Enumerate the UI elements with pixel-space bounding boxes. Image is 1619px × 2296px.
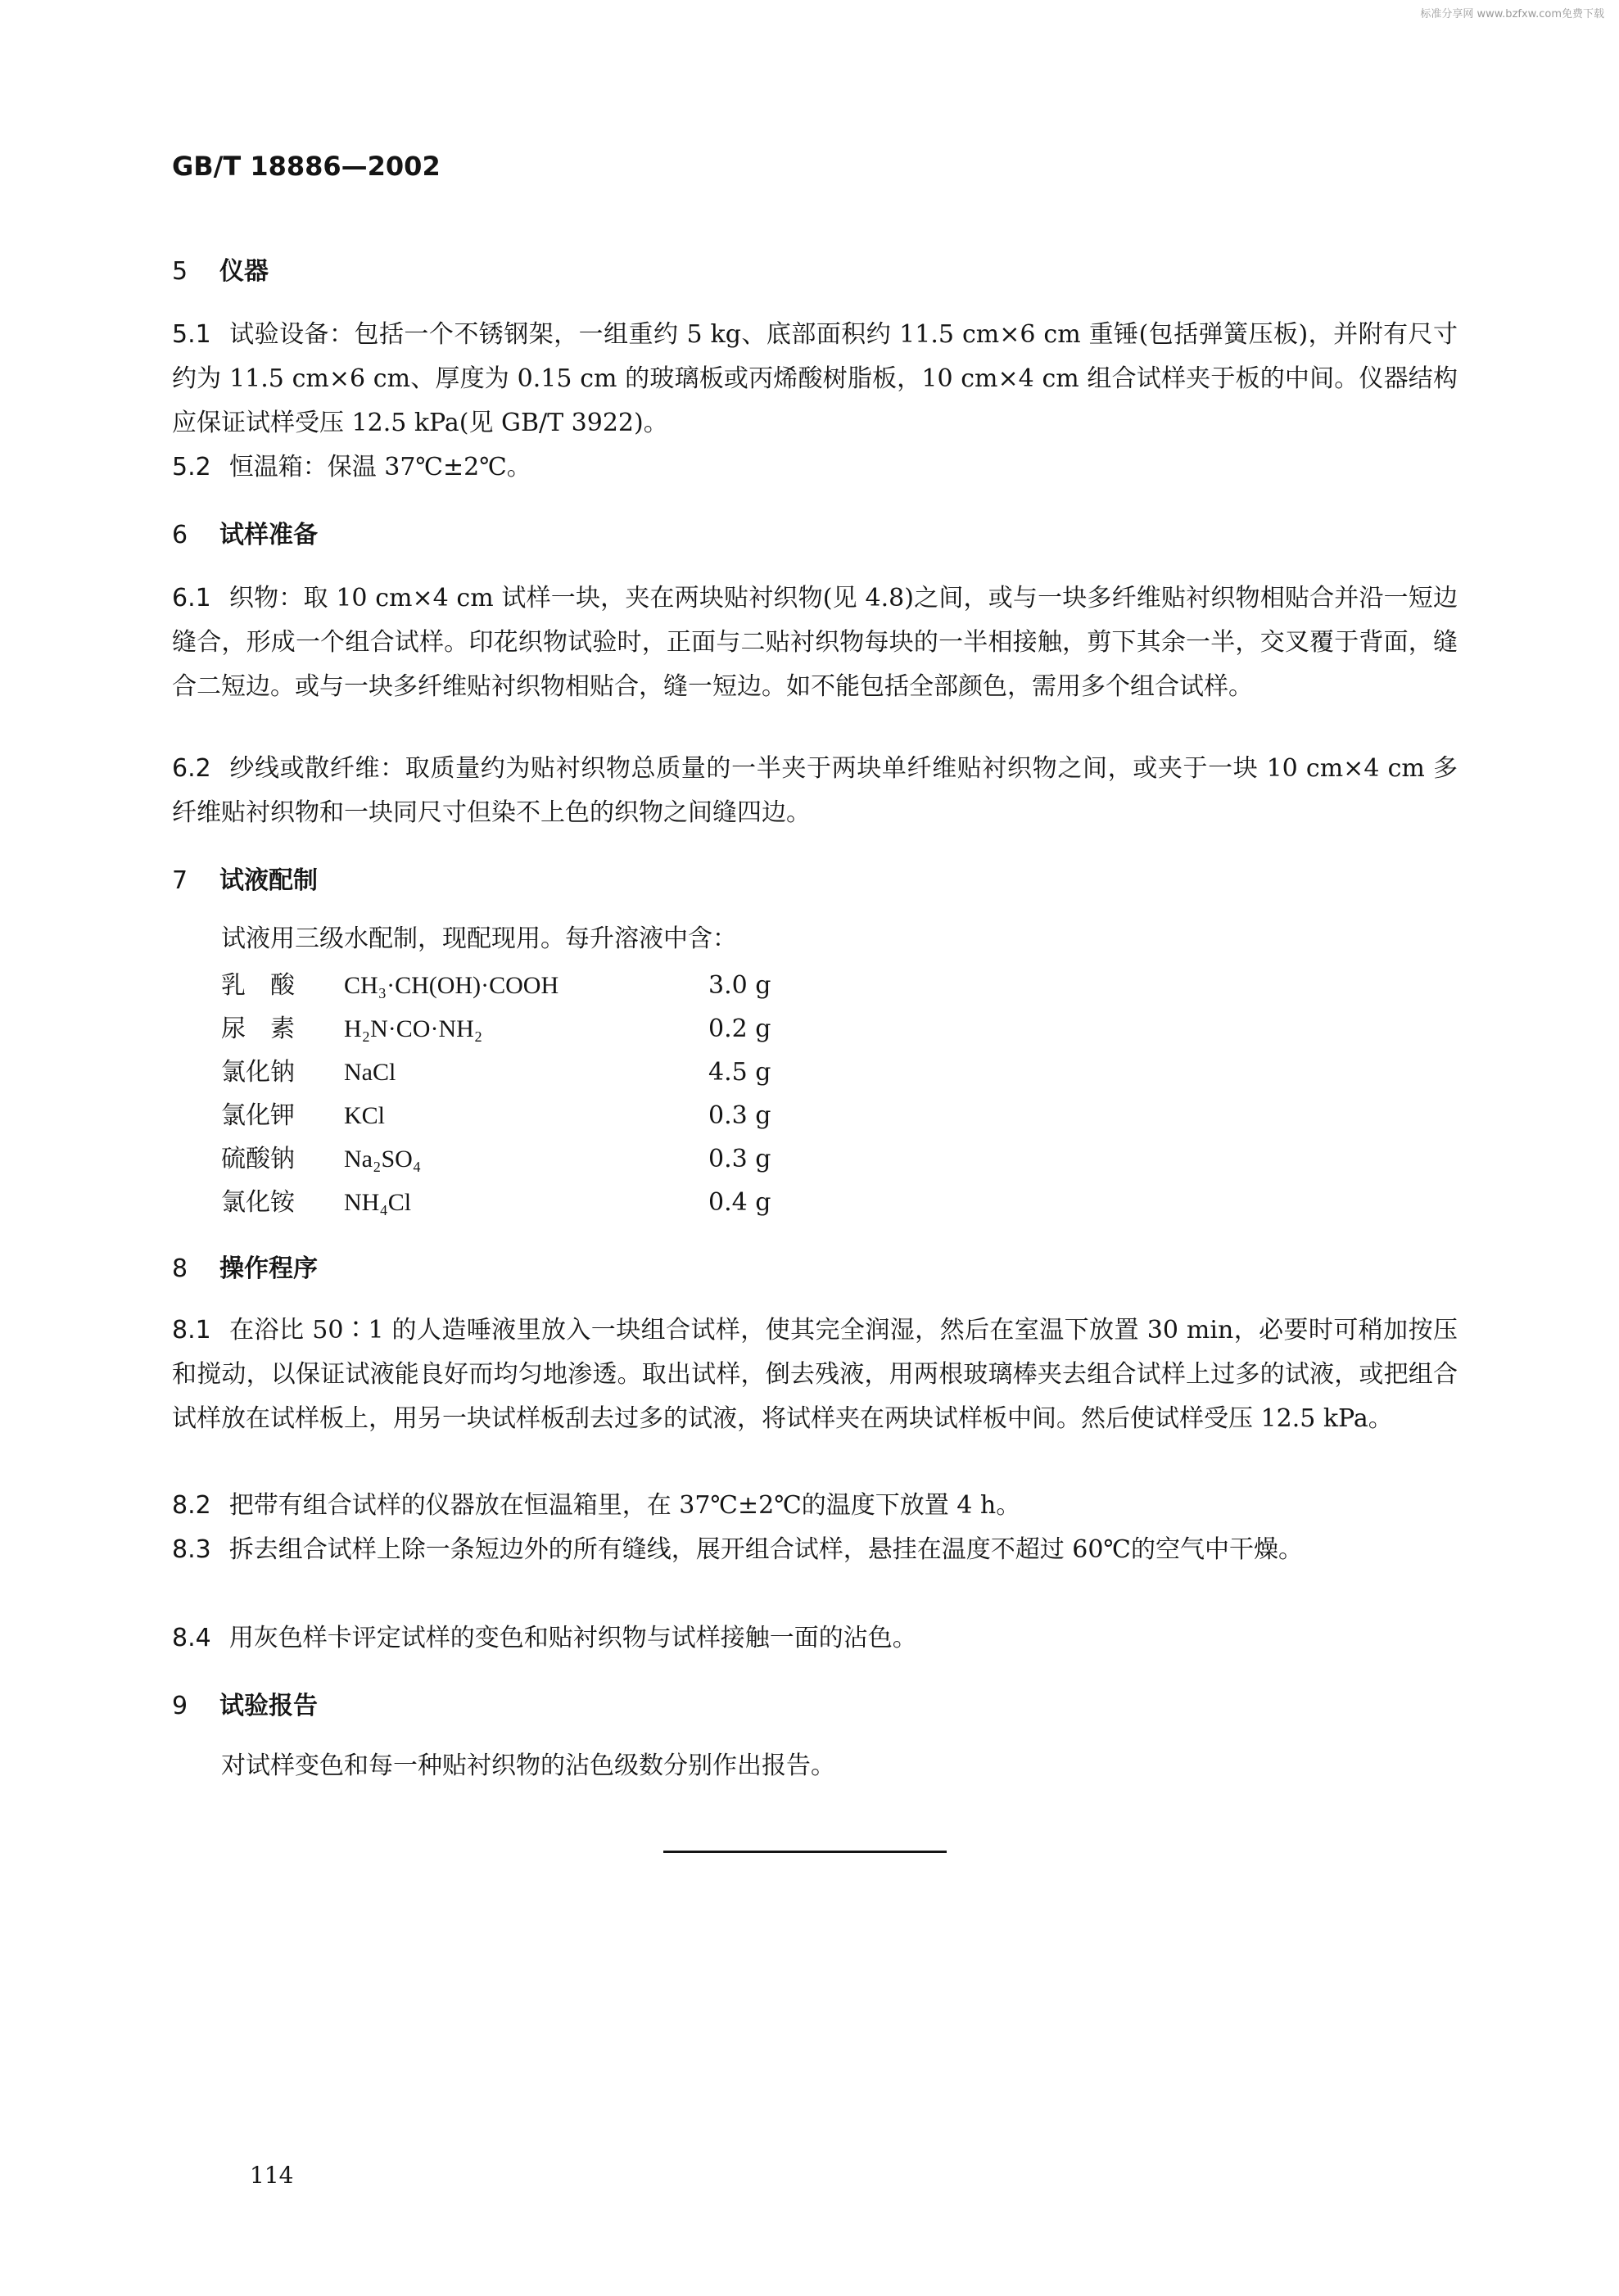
clause-number: 8.4 [172, 1624, 211, 1652]
page-number: 114 [250, 2162, 294, 2189]
reagent-formula: NaCl [344, 1059, 396, 1086]
clause-text: 拆去组合试样上除一条短边外的所有缝线，展开组合试样，悬挂在温度不超过 60℃的空气中干燥。 [228, 1535, 1303, 1564]
reagent-name: 尿 素 [221, 1015, 295, 1043]
standard-number: GB/T 18886—2002 [172, 151, 441, 182]
clause-text: 纱线或散纤维：取质量约为贴衬织物总质量的一半夹于两块单纤维贴衬织物之间，或夹于一块 10 cm×4 cm 多纤维贴衬织物和一块同尺寸但染不上色的织物之间缝四边。 [172, 754, 1458, 827]
reagent-formula: NH₄Cl [344, 1189, 412, 1216]
reagent-amount: 0.4 g [708, 1188, 771, 1217]
reagent-name: 硫酸钠 [221, 1145, 295, 1173]
section-number: 9 [172, 1692, 188, 1720]
reagent-amount: 3.0 g [708, 971, 771, 1000]
clause-text: 试验设备：包括一个不锈钢架，一组重约 5 kg、底部面积约 11.5 cm×6 cm 重锤(包括弹簧压板)，并附有尺寸约为 11.5 cm×6 cm、厚度为 0.15 cm 的玻璃板或丙烯酸树脂板，10 cm×4 cm 组合试样夹于板的中间。仪器结构应保证试样受压 12.5 kPa(见 GB/T 3922)。 [172, 320, 1458, 437]
clause-number: 5.1 [172, 320, 211, 349]
section-8-heading [172, 1248, 318, 1284]
reagent-formula: KCl [344, 1102, 386, 1129]
section-title: 操作程序 [219, 1254, 318, 1283]
reagent-formula: CH₃·CH(OH)·COOH [344, 972, 559, 999]
paragraph-8-2 [172, 1484, 1458, 1528]
section-number: 5 [172, 257, 188, 286]
paragraph-6-1 [172, 576, 1458, 709]
reagent-formula: H₂N·CO·NH₂ [344, 1015, 483, 1042]
watermark: 标准分享网 www.bzfxw.com免费下载 [1420, 8, 1604, 20]
paragraph-5-2 [172, 445, 1458, 490]
clause-text: 恒温箱：保温 37℃±2℃。 [228, 453, 531, 481]
reagent-name: 氯化铵 [221, 1188, 295, 1217]
section-title: 试液配制 [219, 866, 318, 895]
paragraph-8-3 [172, 1528, 1458, 1572]
clause-number: 5.2 [172, 453, 211, 481]
clause-text: 织物：取 10 cm×4 cm 试样一块，夹在两块贴衬织物(见 4.8)之间，或与一块多纤维贴衬织物相贴合并沿一短边缝合，形成一个组合试样。印花织物试验时，正面与二贴衬织物每块的一半相接触，剪下其余一半，交叉覆于背面，缝合二短边。或与一块多纤维贴衬织物相贴合，缝一短边。如不能包括全部颜色，需用多个组合试样。 [172, 584, 1458, 701]
reagent-name: 乳 酸 [221, 971, 295, 1000]
section-number: 7 [172, 866, 188, 895]
report-paragraph: 对试样变色和每一种贴衬织物的沾色级数分别作出报告。 [221, 1751, 835, 1780]
reagent-name: 氯化钠 [221, 1058, 295, 1087]
clause-number: 8.1 [172, 1316, 211, 1345]
clause-text: 用灰色样卡评定试样的变色和贴衬织物与试样接触一面的沾色。 [228, 1624, 917, 1652]
paragraph-5-1 [172, 313, 1458, 445]
reagent-formula: Na₂SO₄ [344, 1146, 422, 1173]
clause-number: 8.2 [172, 1491, 211, 1520]
reagent-amount: 4.5 g [708, 1058, 771, 1087]
section-title: 试样准备 [219, 521, 318, 549]
reagent-intro: 试液用三级水配制，现配现用。每升溶液中含： [221, 924, 737, 953]
section-number: 6 [172, 521, 188, 549]
reagent-amount: 0.3 g [708, 1145, 771, 1173]
section-title: 仪器 [219, 257, 269, 286]
clause-number: 6.1 [172, 584, 211, 612]
section-6-heading [172, 514, 318, 550]
reagent-name: 氯化钾 [221, 1101, 295, 1130]
reagent-amount: 0.3 g [708, 1101, 771, 1130]
section-title: 试验报告 [219, 1692, 318, 1720]
section-9-heading [172, 1685, 318, 1721]
section-5-heading [172, 251, 269, 287]
paragraph-8-1 [172, 1308, 1458, 1441]
reagent-amount: 0.2 g [708, 1015, 771, 1043]
paragraph-6-2 [172, 747, 1458, 835]
section-number: 8 [172, 1254, 188, 1283]
section-7-heading [172, 860, 318, 896]
clause-text: 在浴比 50∶1 的人造唾液里放入一块组合试样，使其完全润湿，然后在室温下放置 30 min，必要时可稍加按压和搅动，以保证试液能良好而均匀地渗透。取出试样，倒去残液，用两根玻璃棒夹去组合试样上过多的试液，或把组合试样放在试样板上，用另一块试样板刮去过多的试液，将试样夹在两块试样板中间。然后使试样受压 12.5 kPa。 [172, 1316, 1458, 1433]
paragraph-8-4 [172, 1616, 1458, 1661]
clause-number: 6.2 [172, 754, 211, 783]
clause-text: 把带有组合试样的仪器放在恒温箱里，在 37℃±2℃的温度下放置 4 h。 [228, 1491, 1021, 1520]
end-rule [663, 1851, 947, 1853]
clause-number: 8.3 [172, 1535, 211, 1564]
